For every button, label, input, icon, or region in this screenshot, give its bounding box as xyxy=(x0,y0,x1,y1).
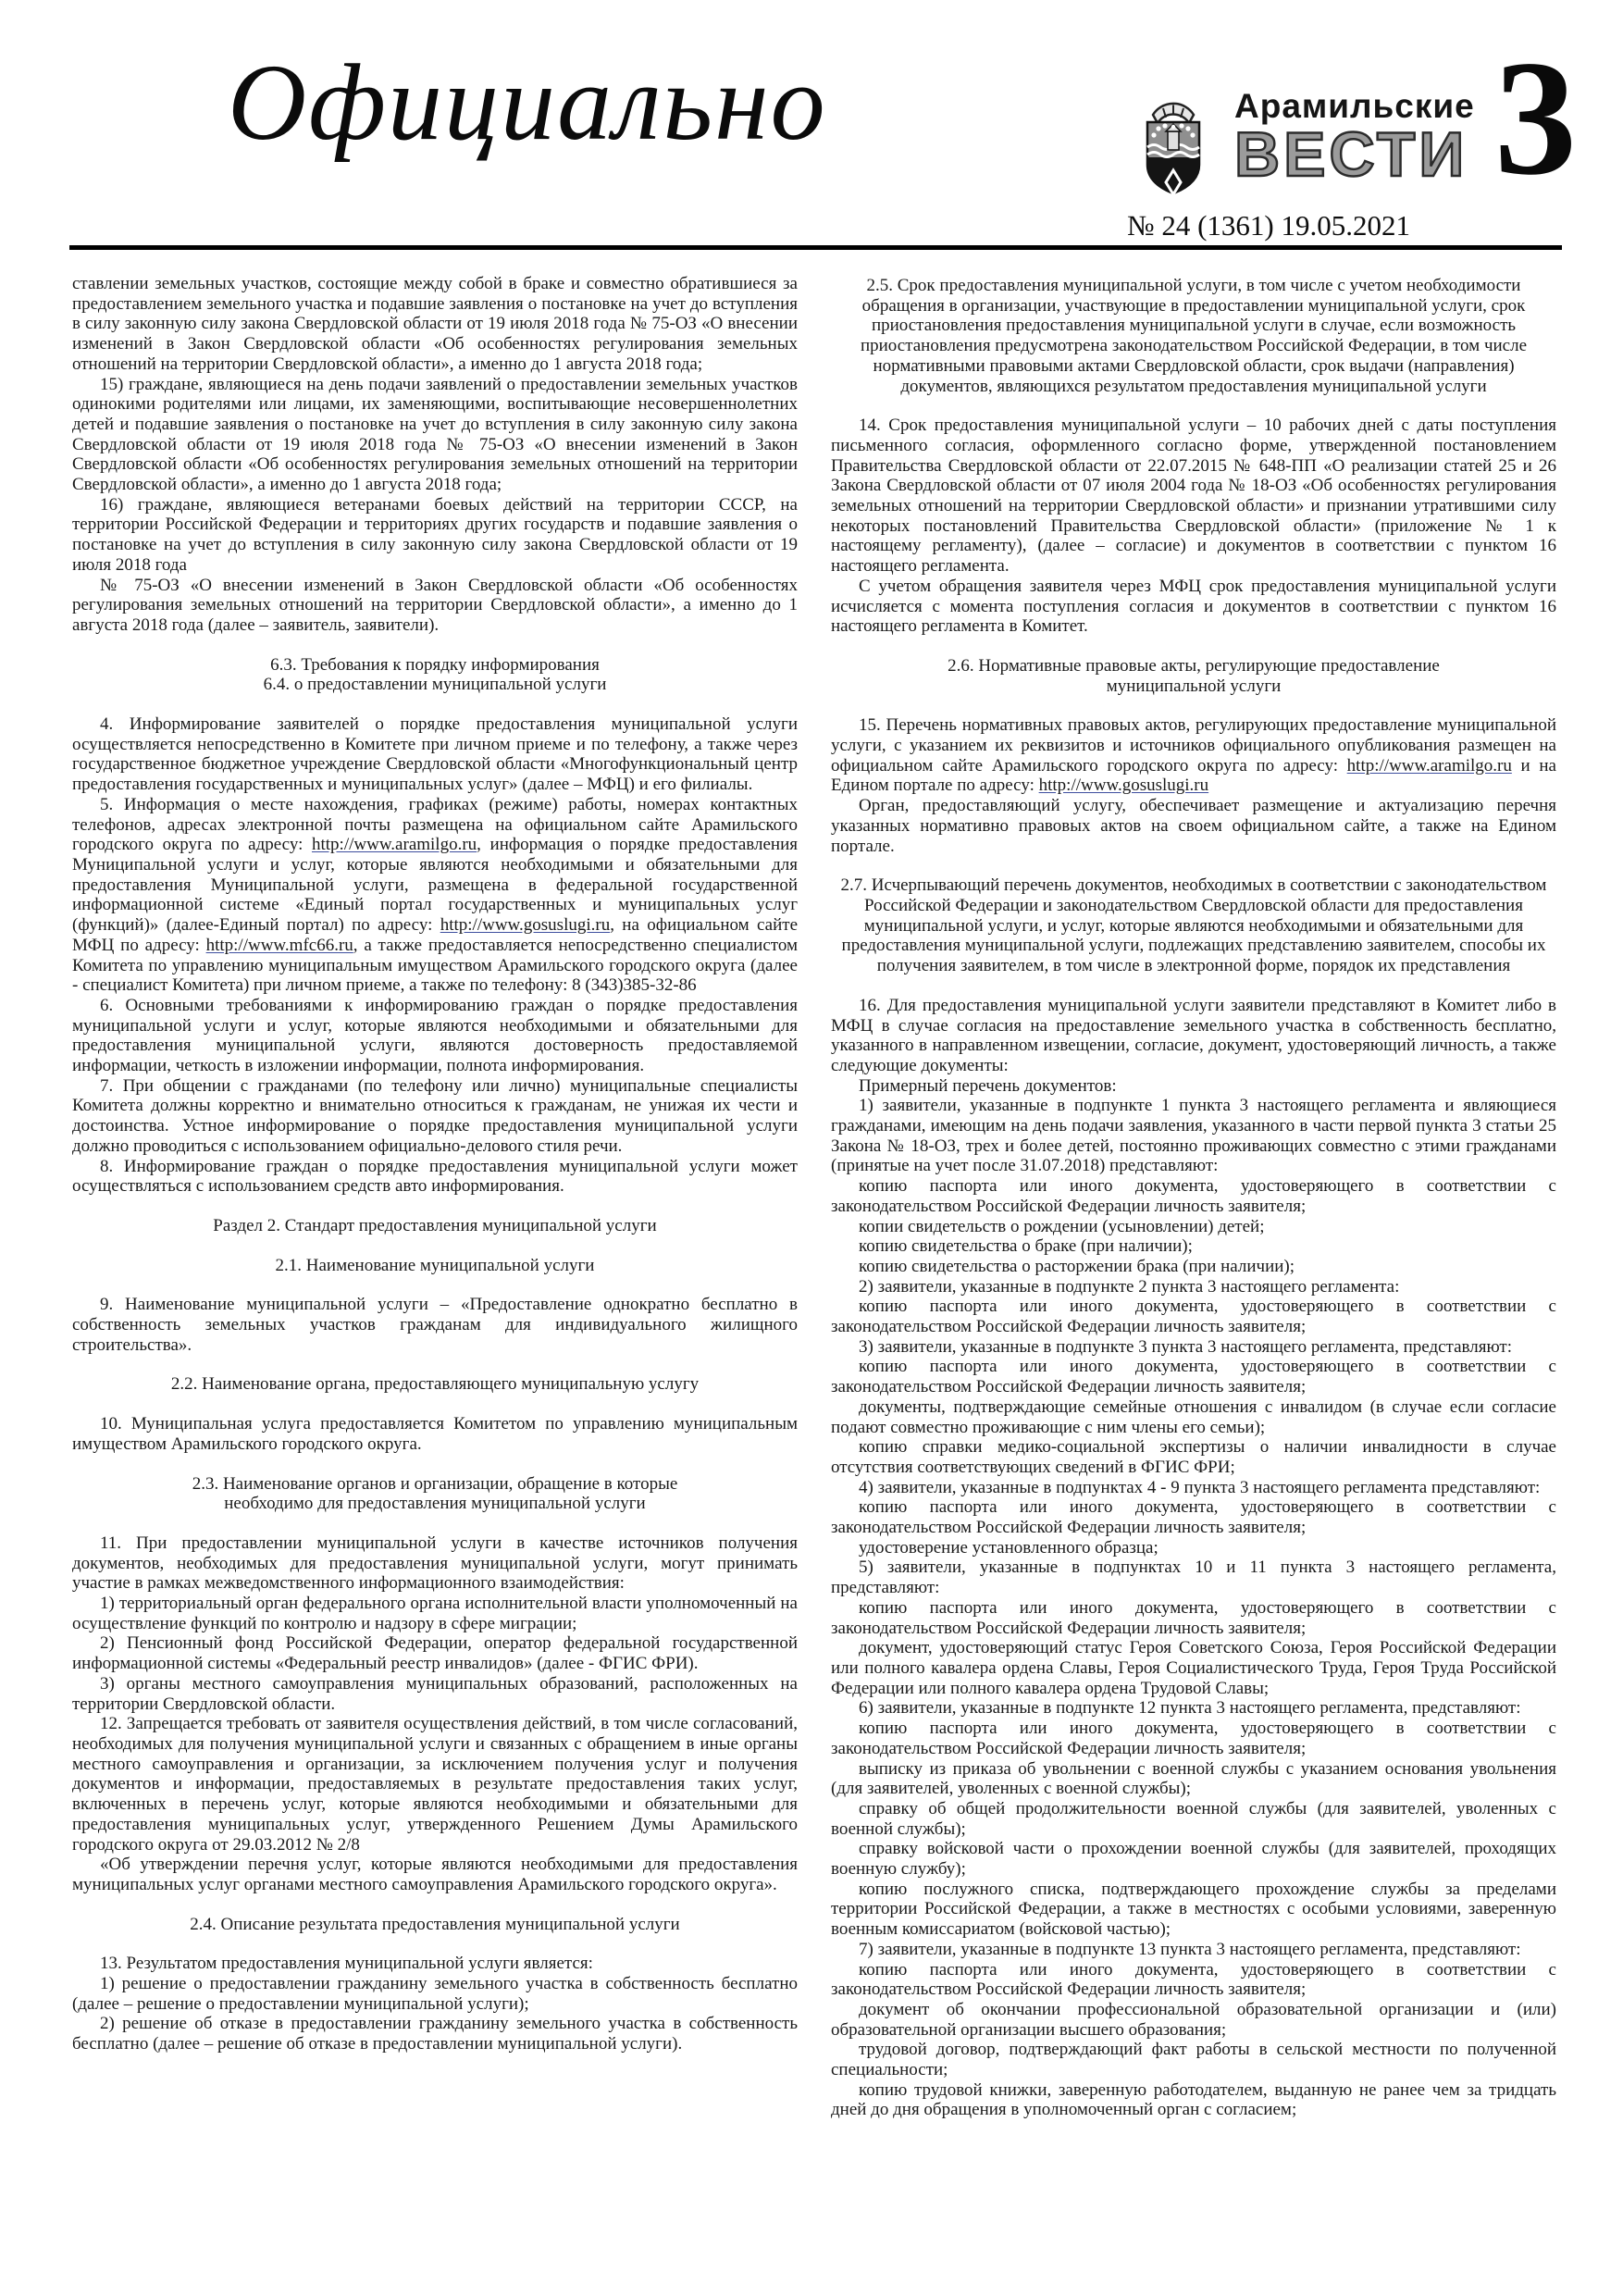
masthead-name-top: Арамильские xyxy=(1234,87,1475,125)
paragraph: документы, подтверждающие семейные отношения с инвалидом (в случае если согласие подают совместно проживающие с ним члены его семьи); xyxy=(831,1396,1556,1437)
paragraph: копию паспорта или иного документа, удостоверяющего в соответствии с законодательством Российской Федерации личность заявителя; xyxy=(831,1719,1556,1758)
paragraph: копию паспорта или иного документа, удостоверяющего в соответствии с законодательством Российской Федерации личность заявителя; xyxy=(831,1176,1556,1216)
coat-of-arms-icon xyxy=(1127,89,1220,209)
paragraph: ставлении земельных участков, состоящие между собой в браке и совместно обратившиеся за предоставлением земельного участка и подавшие заявления о постановке на учет до вступления в силу законную силу закона Свердловской области от 19 июля 2018 года № 75-ОЗ «О внесении изменений в Закон Свердловской области «Об особенностях регулирования земельных отношений на территории Свердловской области», а именно до 1 августа 2018 года; xyxy=(72,274,798,374)
paragraph: 4) заявители, указанные в подпунктах 4 - 9 пункта 3 настоящего регламента представляют: xyxy=(859,1477,1541,1497)
hyperlink[interactable]: http://www.mfc66.ru xyxy=(205,935,353,955)
paragraph: 3) органы местного самоуправления муниципальных образований, расположенных на территории Свердловской области. xyxy=(72,1673,798,1714)
paragraph: 5) заявители, указанные в подпунктах 10 и 11 пункта 3 настоящего регламента, представляют: xyxy=(831,1558,1556,1598)
paragraph: 16. Для предоставления муниципальной услуги заявители представляют в Комитет либо в МФЦ в случае согласия на предоставление земельного участка в собственность бесплатно, указанного в направленном извещении, согласие, документ, удостоверяющий личность, а также следующие документы: xyxy=(831,995,1556,1075)
paragraph: 1) территориальный орган федерального органа исполнительной власти уполномоченный на осуществление функций по контролю и надзору в сфере миграции; xyxy=(72,1594,798,1633)
paragraph: копию трудовой книжки, заверенную работодателем, выданную не ранее чем за тридцать дней до дня обращения в уполномоченный орган с согласием; xyxy=(831,2079,1556,2120)
paragraph: копии свидетельств о рождении (усыновлении) детей; xyxy=(859,1216,1265,1236)
paragraph: С учетом обращения заявителя через МФЦ срок предоставления муниципальной услуги исчисляется с момента поступления согласия и документов в соответствии с пунктом 16 настоящего регламента в Комитет. xyxy=(831,576,1556,637)
paragraph: 6) заявители, указанные в подпункте 12 пункта 3 настоящего регламента, представляют: xyxy=(859,1698,1521,1719)
paragraph: 15. Перечень нормативных правовых актов, регулирующих предоставление муниципальной услуги, с указанием их реквизитов и источников официального опубликования размещен на официальном сайте Арамильского городского округа по адресу: http://www.aramilgo.ru и на Едином портале по адресу: http://www.gosuslugi.ru xyxy=(831,715,1556,796)
section-heading: 2.4. Описание результата предоставления муниципальной услуги xyxy=(190,1914,680,1934)
paragraph: 13. Результатом предоставления муниципальной услуги является: xyxy=(100,1954,593,1974)
paragraph: копию паспорта или иного документа, удостоверяющего в соответствии с законодательством Российской Федерации личность заявителя; xyxy=(831,1959,1556,2000)
paragraph: 7. При общении с гражданами (по телефону или лично) муниципальные специалисты Комитета должны корректно и внимательно относиться к гражданам, не унижая их чести и достоинства. Устное информирование о порядке предоставления муниципальной услуги должно проводиться с использованием официально-делового стиля речи. xyxy=(72,1075,798,1156)
section-heading: Раздел 2. Стандарт предоставления муниципальной услуги xyxy=(213,1215,657,1235)
paragraph: 2) решение об отказе в предоставлении гражданину земельного участка в собственность бесплатно (далее – решение об отказе в предоставлении муниципальной услуги). xyxy=(72,2014,798,2054)
paragraph: 8. Информирование граждан о порядке предоставления муниципальной услуги может осуществляться с использованием средств авто информирования. xyxy=(72,1156,798,1197)
right-column xyxy=(831,274,1556,2120)
paragraph: 7) заявители, указанные в подпункте 13 пункта 3 настоящего регламента, представляют: xyxy=(859,1939,1521,1959)
hyperlink[interactable]: http://www.gosuslugi.ru xyxy=(1038,776,1209,796)
hyperlink[interactable]: http://www.aramilgo.ru xyxy=(311,835,477,855)
paragraph: 5. Информация о месте нахождения, графиках (режиме) работы, номерах контактных телефонов, адресах электронной почты размещена на официальном сайте Арамильского городского округа по адресу: http://www.aramilgo.ru, информация о порядке предоставления Муниципальной услуги и услуг, которые являются необходимыми и обязательными для предоставления Муниципальной услуги, размещена в федеральной государственной информационной системе «Единый портал государственных и муниципальных услуг (функций)» (далее-Единый портал) по адресу: http://www.gosuslugi.ru, на официальном сайте МФЦ по адресу: http://www.mfc66.ru, а также предоставляется непосредственно специалистом Комитета по управлению муниципальным имуществом Арамильского городского округа (далее - специалист Комитета) при личном приеме, а также по телефону: 8 (343)385-32-86 xyxy=(72,794,798,996)
paragraph: копию свидетельства о расторжении брака (при наличии); xyxy=(859,1256,1295,1276)
section-heading: 2.2. Наименование органа, предоставляющего муниципальную услугу xyxy=(170,1374,700,1395)
left-column xyxy=(72,274,798,2120)
paragraph: 2) заявители, указанные в подпункте 2 пункта 3 настоящего регламента: xyxy=(859,1276,1400,1297)
paragraph: 1) заявители, указанные в подпункте 1 пункта 3 настоящего регламента и являющиеся гражданами, имеющим на день подачи заявления, указанного в части первой пункта 3 статьи 25 Закона № 18-ОЗ, трех и более детей, постоянно проживающих совместно с этими гражданами (принятые на учет после 31.07.2018) представляют: xyxy=(831,1096,1556,1176)
hyperlink[interactable]: http://www.aramilgo.ru xyxy=(1346,755,1512,776)
paragraph: копию паспорта или иного документа, удостоверяющего в соответствии с законодательством Российской Федерации личность заявителя; xyxy=(831,1597,1556,1638)
paragraph: справку об общей продолжительности военной службы (для заявителей, уволенных с военной службы); xyxy=(831,1798,1556,1839)
section-heading: 2.5. Срок предоставления муниципальной услуги, в том числе с учетом необходимости обращения в организации, участвующие в предоставлении муниципальной услуги, срок приостановления предоставления муниципальной услуги в случае, если возможность приостановления предусмотрена законодательством Российской Федерации, в том числе нормативными правовыми актами Свердловской области, срок выдачи (направления) документов, являющихся результатом предоставления муниципальной услуги xyxy=(860,276,1528,396)
paragraph: 12. Запрещается требовать от заявителя осуществления действий, в том числе согласований, необходимых для получения муниципальной услуги и связанных с обращением в иные органы местного самоуправления и организации, за исключением получения услуг и получения документов и информации, предоставляемых в результате предоставления таких услуг, включенных в перечень услуг, которые являются необходимыми и обязательными для предоставления муниципальных услуг, утвержденного Решением Думы Арамильского городского округа от 29.03.2012 № 2/8 xyxy=(72,1714,798,1855)
article-body xyxy=(72,274,1556,2120)
paragraph: копию паспорта или иного документа, удостоверяющего в соответствии с законодательством Российской Федерации личность заявителя; xyxy=(831,1497,1556,1538)
paragraph: 14. Срок предоставления муниципальной услуги – 10 рабочих дней с даты поступления письменного согласия, оформленного согласно форме, утвержденной постановлением Правительства Свердловской области от 22.07.2015 № 648-ПП «О реализации статей 25 и 26 Закона Свердловской области от 07 июля 2004 года № 18-ОЗ «Об особенностях регулирования земельных отношений на территории Свердловской области» и признании утратившими силу некоторых постановлений Правительства Свердловской области» (приложение № 1 к настоящему регламенту), (далее – согласие) и документов в соответствии с пунктом 16 настоящего регламента. xyxy=(831,416,1556,577)
page-number: 3 xyxy=(1494,26,1577,209)
paragraph: 11. При предоставлении муниципальной услуги в качестве источников получения документов, необходимых для предоставления муниципальной услуги, могут принимать участие в рамках межведомственного информационного взаимодействия: xyxy=(72,1533,798,1594)
paragraph: № 75-ОЗ «О внесении изменений в Закон Свердловской области «Об особенностях регулирования земельных отношений на территории Свердловской области», а именно до 1 августа 2018 года (далее – заявитель, заявители). xyxy=(72,575,798,635)
paragraph: 10. Муниципальная услуга предоставляется Комитетом по управлению муниципальным имуществом Арамильского городского округа. xyxy=(72,1414,798,1454)
section-heading: 2.1. Наименование муниципальной услуги xyxy=(275,1255,595,1275)
hyperlink[interactable]: http://www.gosuslugi.ru xyxy=(440,915,611,936)
page-title: Официально xyxy=(228,42,827,163)
paragraph: копию свидетельства о браке (при наличии); xyxy=(859,1236,1193,1257)
header-divider xyxy=(69,245,1562,250)
paragraph: копию паспорта или иного документа, удостоверяющего в соответствии с законодательством Российской Федерации личность заявителя; xyxy=(831,1297,1556,1337)
paragraph: Примерный перечень документов: xyxy=(859,1075,1117,1096)
paragraph: документ, удостоверяющий статус Героя Советского Союза, Героя Российской Федерации или полного кавалера ордена Славы, Героя Социалистического Труда, Героя Труда Российской Федерации или полного кавалера ордена Трудовой Славы; xyxy=(831,1638,1556,1698)
paragraph: копию послужного списка, подтверждающего прохождение службы за пределами территории Российской Федерации, а также в местностях с особыми условиями, заверенную военным комиссариатом (войсковой частью); xyxy=(831,1879,1556,1940)
section-heading: 2.6. Нормативные правовые акты, регулирующие предоставление муниципальной услуги xyxy=(948,655,1440,696)
paragraph: 16) граждане, являющиеся ветеранами боевых действий на территории СССР, на территории Российской Федерации и территориях других государств и подавшие заявления о постановке на учет до вступления в силу законную силу закона Свердловской области от 19 июля 2018 года xyxy=(72,494,798,575)
paragraph: удостоверение установленного образца; xyxy=(859,1537,1158,1558)
paragraph: «Об утверждении перечня услуг, которые являются необходимыми для предоставления муниципальных услуг органами местного самоуправления Арамильского городского округа». xyxy=(72,1855,798,1894)
paragraph: выписку из приказа об увольнении с военной службы с указанием основания увольнения (для заявителей, уволенных с военной службы); xyxy=(831,1758,1556,1799)
paragraph: Орган, предоставляющий услугу, обеспечивает размещение и актуализацию перечня указанных нормативно правовых актов на своем официальном сайте, а также на Едином портале. xyxy=(831,796,1556,856)
paragraph: 9. Наименование муниципальной услуги – «Предоставление однократно бесплатно в собственность земельных участков гражданам для индивидуального жилищного строительства». xyxy=(72,1295,798,1355)
paragraph: справку войсковой части о прохождении военной службы (для заявителей, проходящих военную службу); xyxy=(831,1839,1556,1880)
paragraph: трудовой договор, подтверждающий факт работы в сельской местности по полученной специальности; xyxy=(831,2040,1556,2080)
paragraph: копию справки медико-социальной экспертизы о наличии инвалидности в случае отсутствия соответствующих сведений в ФГИС ФРИ; xyxy=(831,1437,1556,1477)
paragraph: 3) заявители, указанные в подпункте 3 пункта 3 настоящего регламента, представляют: xyxy=(859,1336,1512,1357)
masthead-name-bottom: ВЕСТИ xyxy=(1234,118,1468,190)
section-heading: 6.3. Требования к порядку информирования 6.4. о предоставлении муниципальной услуги xyxy=(263,654,607,695)
paragraph: 2) Пенсионный фонд Российской Федерации, оператор федеральной государственной информационной системы «Федеральный реестр инвалидов» (далее - ФГИС ФРИ). xyxy=(72,1633,798,1674)
paragraph: 1) решение о предоставлении гражданину земельного участка в собственность бесплатно (далее – решение о предоставлении муниципальной услуги); xyxy=(72,1974,798,2014)
section-heading: 2.3. Наименование органов и организации, обращение в которые необходимо для предоставления муниципальной услуги xyxy=(192,1473,678,1514)
paragraph: 4. Информирование заявителей о порядке предоставления муниципальной услуги осуществляется непосредственно в Комитете при личном приеме и по телефону, а также через государственное бюджетное учреждение Свердловской области «Многофункциональный центр предоставления государственных и муниципальных услуг» (далее – МФЦ) и его филиалы. xyxy=(72,714,798,795)
section-heading: 2.7. Исчерпывающий перечень документов, необходимых в соответствии с законодательством Российской Федерации и законодательством Свердловской области для предоставления муниципальной услуги, и услуг, которые являются необходимыми и обязательными для предоставления муниципальной услуги, подлежащих представлению заявителем, способы их получения заявителем, в том числе в электронной форме, порядок их представления xyxy=(840,875,1547,976)
issue-line: № 24 (1361) 19.05.2021 xyxy=(1127,209,1410,242)
paragraph: документ об окончании профессиональной образовательной организации и (или) образовательной организации высшего образования; xyxy=(831,1999,1556,2040)
paragraph: копию паспорта или иного документа, удостоверяющего в соответствии с законодательством Российской Федерации личность заявителя; xyxy=(831,1357,1556,1397)
paragraph: 6. Основными требованиями к информированию граждан о порядке предоставления муниципальной услуги и услуг, которые являются необходимыми и обязательными для предоставления муниципальной услуги, являются достоверность предоставляемой информации, четкость в изложении информации, полнота информирования. xyxy=(72,995,798,1076)
paragraph: 15) граждане, являющиеся на день подачи заявлений о предоставлении земельных участков одинокими родителями или лицами, их заменяющими, воспитывающие несовершеннолетних детей и подавшие заявления о постановке на учет до вступления в силу законную силу закона Свердловской области от 19 июля 2018 года № 75-ОЗ «О внесении изменений в Закон Свердловской области «Об особенностях регулирования земельных отношений на территории Свердловской области», а именно до 1 августа 2018 года; xyxy=(72,374,798,495)
masthead xyxy=(1127,89,1516,246)
